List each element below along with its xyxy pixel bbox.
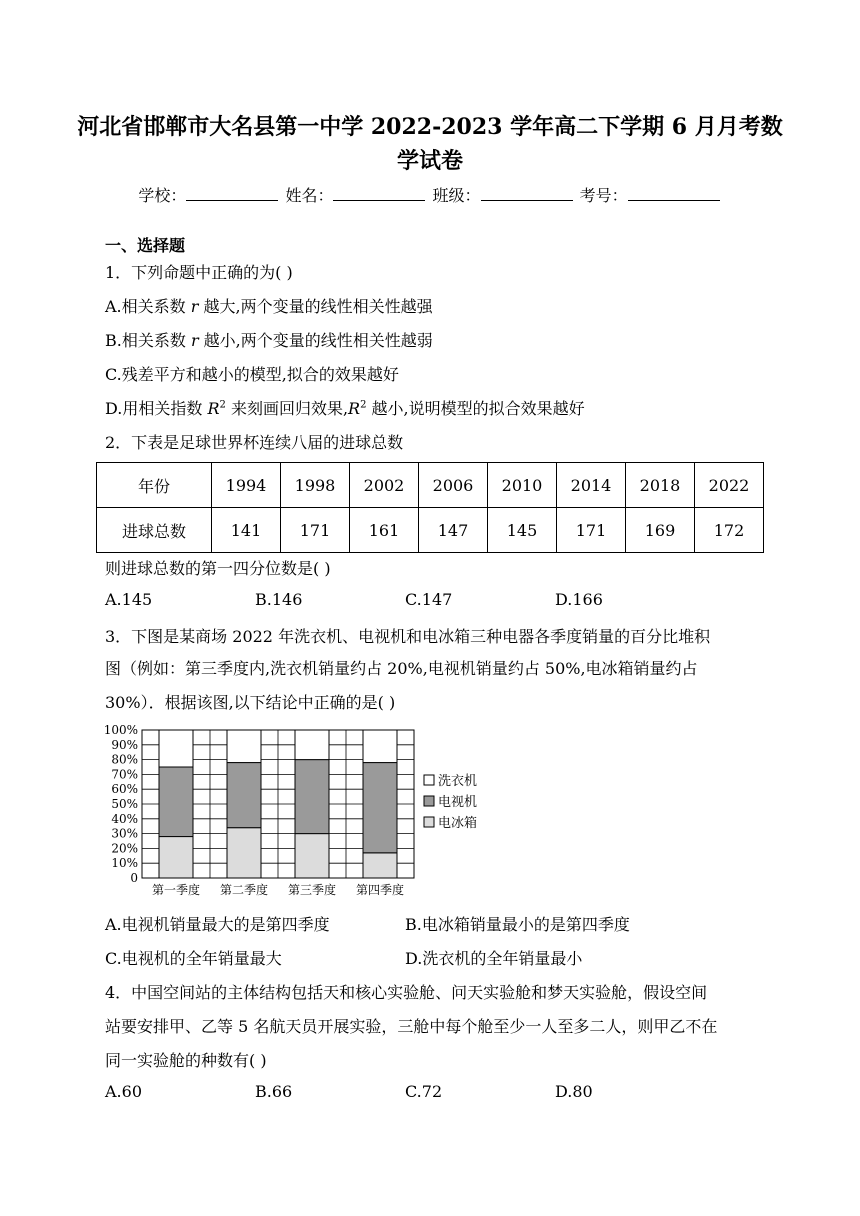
q1-option-b	[105, 328, 433, 351]
q1-a-var: r	[190, 297, 199, 316]
q1-d-mid: 来刻画回归效果,	[225, 399, 349, 418]
goals-cell: 172	[695, 508, 764, 553]
goals-cell: 171	[281, 508, 350, 553]
q1-a-pre: A.相关系数	[105, 297, 191, 316]
q4-option-a: A.60	[105, 1082, 142, 1101]
q2-ask: 则进球总数的第一四分位数是( )	[105, 559, 331, 578]
q1-b-var: r	[190, 331, 199, 350]
q1-a-post: 越大,两个变量的线性相关性越强	[198, 297, 433, 316]
name-blank[interactable]	[333, 186, 425, 201]
y-tick-label: 10%	[111, 856, 138, 871]
q2-option-c: C.147	[405, 590, 453, 609]
bar-segment	[295, 760, 329, 834]
section-heading: 一、选择题	[105, 236, 186, 255]
class-blank[interactable]	[481, 186, 573, 201]
q1-b-pre: B.相关系数	[105, 331, 191, 350]
x-tick-label: 第二季度	[219, 883, 269, 897]
legend-label: 洗衣机	[438, 774, 478, 789]
year-header: 年份	[97, 463, 212, 508]
q1-d-sup2: 2	[360, 399, 367, 411]
q2-option-a: A.145	[105, 590, 153, 609]
x-tick-label: 第四季度	[355, 883, 405, 897]
bar-segment	[227, 763, 261, 828]
number-label: 考号：	[579, 186, 628, 205]
bar-segment	[159, 837, 193, 878]
exam-title-line2: 学试卷	[396, 148, 463, 174]
x-tick-label: 第三季度	[287, 883, 337, 897]
chart-layer	[104, 723, 477, 897]
bar-segment	[295, 730, 329, 760]
y-tick-label: 70%	[111, 767, 138, 782]
q1-option-d	[105, 396, 585, 419]
goals-cell: 141	[212, 508, 281, 553]
year-cell: 2010	[488, 463, 557, 508]
legend-swatch	[424, 817, 434, 827]
year-cell: 2022	[695, 463, 764, 508]
y-tick-label: 30%	[111, 826, 138, 841]
q1-b-post: 越小,两个变量的线性相关性越弱	[198, 331, 433, 350]
q4-option-c: C.72	[405, 1082, 443, 1101]
class-label: 班级：	[432, 186, 481, 205]
year-cell: 2018	[626, 463, 695, 508]
q1-stem: 1．下列命题中正确的为( )	[105, 263, 293, 282]
goals-cell: 147	[419, 508, 488, 553]
goals-cell: 171	[557, 508, 626, 553]
q1-d-var2: R	[348, 399, 361, 418]
legend-swatch	[424, 796, 434, 806]
goals-cell: 161	[350, 508, 419, 553]
bar-segment	[159, 730, 193, 767]
y-tick-label: 0	[130, 871, 138, 885]
q1-option-a	[105, 294, 433, 317]
legend-swatch	[424, 775, 434, 785]
bar-segment	[295, 834, 329, 878]
q2-option-b: B.146	[255, 590, 303, 609]
year-cell: 2014	[557, 463, 626, 508]
q1-d-pre: D.用相关指数	[105, 399, 208, 418]
bar-segment	[363, 763, 397, 853]
goals-cell: 145	[488, 508, 557, 553]
number-blank[interactable]	[628, 186, 720, 201]
bar-segment	[363, 853, 397, 878]
legend-label: 电视机	[438, 795, 478, 810]
year-cell: 1994	[212, 463, 281, 508]
q4-option-b: B.66	[255, 1082, 293, 1101]
y-tick-label: 40%	[111, 811, 138, 826]
bar-segment	[227, 828, 261, 878]
table-row-years	[97, 463, 764, 508]
q4-stem-line1: 4．中国空间站的主体结构包括天和核心实验舱、问天实验舱和梦天实验舱，假设空间	[105, 983, 708, 1002]
q4-option-d: D.80	[555, 1082, 593, 1101]
q1-option-c: C.残差平方和越小的模型,拟合的效果越好	[105, 365, 399, 384]
year-cell: 1998	[281, 463, 350, 508]
q1-d-var: R	[207, 399, 220, 418]
bar-segment	[363, 730, 397, 763]
school-label: 学校：	[138, 186, 187, 205]
q4-stem-line2: 站要安排甲、乙等 5 名航天员开展实验，三舱中每个舱至少一人至多二人，则甲乙不在	[105, 1017, 718, 1036]
bar-segment	[227, 730, 261, 763]
bar-segment	[159, 767, 193, 837]
y-tick-label: 60%	[111, 782, 138, 797]
q3-option-c: C.电视机的全年销量最大	[105, 949, 282, 968]
q3-option-d: D.洗衣机的全年销量最小	[405, 949, 583, 968]
q4-stem-line3: 同一实验舱的种数有( )	[105, 1051, 267, 1070]
stacked-percent-bar-chart	[96, 718, 496, 900]
student-info-row	[0, 183, 860, 206]
y-tick-label: 90%	[111, 737, 138, 752]
legend-label: 电冰箱	[438, 816, 478, 831]
q3-option-b: B.电冰箱销量最小的是第四季度	[405, 915, 630, 934]
q2-stem: 2．下表是足球世界杯连续八届的进球总数	[105, 433, 404, 452]
goals-header: 进球总数	[97, 508, 212, 553]
table-row-goals	[97, 508, 764, 553]
year-cell: 2006	[419, 463, 488, 508]
x-tick-label: 第一季度	[151, 883, 201, 897]
q1-d-post: 越小,说明模型的拟合效果越好	[366, 399, 585, 418]
y-tick-label: 100%	[103, 723, 138, 737]
name-label: 姓名：	[285, 186, 334, 205]
goals-cell: 169	[626, 508, 695, 553]
year-cell: 2002	[350, 463, 419, 508]
exam-title-line1: 河北省邯郸市大名县第一中学 2022-2023 学年高二下学期 6 月月考数	[77, 114, 783, 140]
q3-stem-line2: 图（例如：第三季度内,洗衣机销量约占 20%,电视机销量约占 50%,电冰箱销量约占	[105, 659, 698, 678]
q3-option-a: A.电视机销量最大的是第四季度	[105, 915, 330, 934]
q3-stem-line3: 30%）．根据该图,以下结论中正确的是( )	[105, 693, 396, 712]
q3-stem-line1: 3．下图是某商场 2022 年洗衣机、电视机和电冰箱三种电器各季度销量的百分比堆积	[105, 627, 711, 646]
q2-option-d: D.166	[555, 590, 603, 609]
worldcup-goals-table	[96, 462, 764, 553]
y-tick-label: 20%	[111, 841, 138, 856]
y-tick-label: 50%	[111, 797, 138, 811]
y-tick-label: 80%	[111, 752, 138, 767]
q1-d-sup: 2	[219, 399, 226, 411]
school-blank[interactable]	[186, 186, 278, 201]
